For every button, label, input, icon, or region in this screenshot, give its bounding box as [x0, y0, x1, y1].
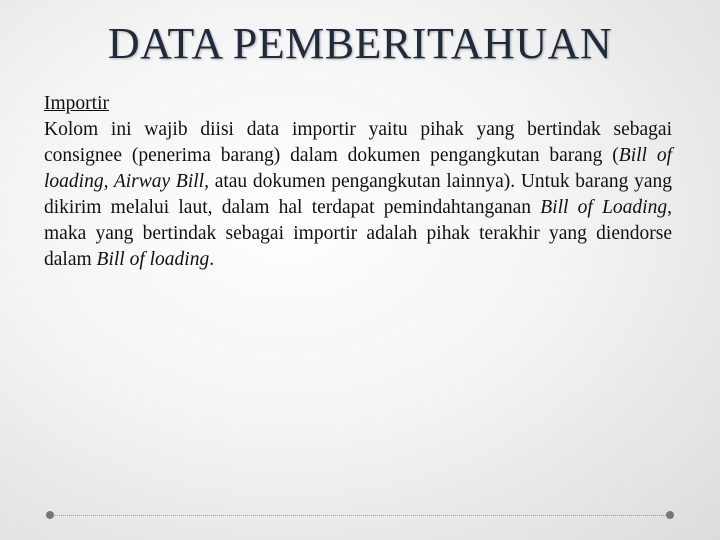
footer-divider — [50, 515, 670, 516]
italic-term-1: Bill of loading, Airway Bill, — [44, 145, 672, 192]
section-heading: Importir — [44, 93, 109, 114]
slide-title: DATA PEMBERITAHUAN — [107, 19, 613, 68]
italic-term-3: Bill of loading — [96, 249, 210, 270]
paragraph-text-2: atau dokumen pengangkutan lainnya). Untuk barang yang dikirim melalui laut, dalam hal terdapat pemindahtanganan — [44, 171, 672, 218]
paragraph-text-1: Kolom ini wajib diisi data importir yaitu pihak yang bertindak sebagai consignee (penerima barang) dalam dokumen pengangkutan barang ( — [44, 119, 672, 166]
footer-right-dot — [666, 511, 674, 519]
italic-term-2: Bill of Loading — [540, 197, 668, 218]
footer-left-dot — [46, 511, 54, 519]
body-paragraph — [44, 117, 672, 273]
paragraph-text-3: , maka yang bertindak sebagai importir adalah pihak terakhir yang diendorse dalam — [44, 197, 672, 270]
paragraph-text-4: . — [209, 249, 215, 270]
slide-body — [44, 91, 672, 273]
